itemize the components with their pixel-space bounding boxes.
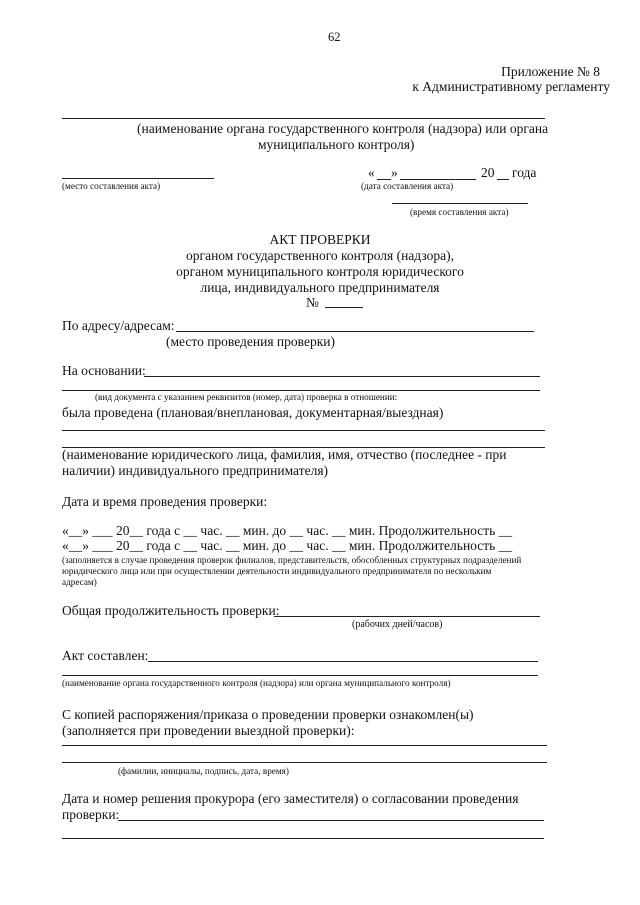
acquainted-caption: (фамилии, инициалы, подпись, дата, время) (118, 766, 289, 776)
datetime-note-2: юридического лица или при осуществлении деятельности индивидуального предпринимателя по нескольким (62, 566, 492, 576)
heading-line-2-wrap (0, 264, 640, 280)
authority-caption-2: муниципального контроля) (258, 137, 415, 152)
time-line[interactable] (392, 203, 528, 204)
acquainted-line-a[interactable] (62, 745, 547, 746)
compiled-label: Акт составлен: (62, 648, 149, 663)
acquainted-line-2: (заполняется при проведении выездной проверки): (62, 723, 355, 738)
basis-conducted: была проведена (плановая/внеплановая, документарная/выездная) (62, 405, 444, 420)
duration-line[interactable] (274, 616, 540, 617)
heading-line-1-wrap (0, 248, 640, 264)
date-quote-close: » (391, 165, 398, 180)
page-number: 62 (328, 30, 341, 44)
address-line[interactable] (176, 331, 534, 332)
heading-title: АКТ ПРОВЕРКИ (269, 232, 371, 247)
basis-label: На основании: (62, 363, 146, 378)
entity-line-1[interactable] (62, 430, 545, 431)
basis-line-1[interactable] (144, 376, 540, 377)
compiled-caption: (наименование органа государственного контроля (надзора) или органа муниципального контроля) (62, 678, 451, 688)
prosecutor-line-1: Дата и номер решения прокурора (его заместителя) о согласовании проведения (62, 791, 519, 806)
heading-line-3: лица, индивидуального предпринимателя (200, 280, 440, 295)
date-caption: (дата составления акта) (361, 181, 454, 191)
date-year-line[interactable] (497, 179, 509, 180)
date-year-prefix: 20 (481, 165, 495, 180)
datetime-note-3: адресам) (62, 577, 97, 587)
appendix-title: Приложение № 8 (501, 64, 600, 79)
heading-line-1: органом государственного контроля (надзора), (186, 248, 454, 263)
place-caption: (место составления акта) (62, 181, 161, 191)
acquainted-line-b[interactable] (62, 762, 547, 763)
address-label: По адресу/адресам: (62, 318, 175, 333)
date-day-line[interactable] (377, 179, 391, 180)
act-number-line[interactable] (325, 307, 363, 308)
address-caption: (место проведения проверки) (166, 334, 335, 349)
authority-line[interactable] (62, 118, 545, 119)
date-quote-open: « (368, 165, 375, 180)
duration-label: Общая продолжительность проверки: (62, 603, 280, 618)
datetime-note-1: (заполняется в случае проведения проверок филиалов, представительств, обособленных структурных подразделений (62, 555, 522, 565)
act-number-label: № (306, 295, 319, 310)
place-line[interactable] (62, 178, 214, 179)
entity-caption-2: наличии) индивидуального предпринимателя) (62, 463, 329, 478)
compiled-line-2[interactable] (62, 675, 538, 676)
compiled-line-1[interactable] (148, 661, 538, 662)
appendix-subtitle: к Административному регламенту (412, 79, 610, 94)
duration-caption: (рабочих дней/часов) (352, 619, 443, 630)
authority-caption-1: (наименование органа государственного контроля (надзора) или органа (137, 121, 549, 136)
datetime-row-1[interactable]: «__» ___ 20__ года с __ час. __ мин. до __ час. __ мин. Продолжительность __ (62, 523, 513, 538)
acquainted-line-1: С копией распоряжения/приказа о проведении проверки ознакомлен(ы) (62, 707, 474, 722)
prosecutor-label: проверки: (62, 807, 120, 822)
datetime-row-2[interactable]: «__» ___ 20__ года с __ час. __ мин. до __ час. __ мин. Продолжительность __ (62, 538, 513, 553)
entity-caption-1: (наименование юридического лица, фамилия, имя, отчество (последнее - при (62, 447, 507, 462)
prosecutor-line-2-field[interactable] (62, 838, 544, 839)
date-year-suffix: года (512, 165, 537, 180)
date-month-line[interactable] (400, 179, 476, 180)
datetime-label: Дата и время проведения проверки: (62, 494, 268, 509)
basis-caption: (вид документа с указанием реквизитов (номер, дата) проверка в отношении: (95, 392, 398, 402)
basis-line-2[interactable] (62, 390, 540, 391)
heading-line-2: органом муниципального контроля юридического (176, 264, 464, 279)
heading-line-3-wrap (0, 280, 640, 296)
time-caption: (время составления акта) (410, 207, 509, 217)
heading-title-wrap (0, 232, 640, 248)
prosecutor-line-1-field[interactable] (118, 820, 544, 821)
